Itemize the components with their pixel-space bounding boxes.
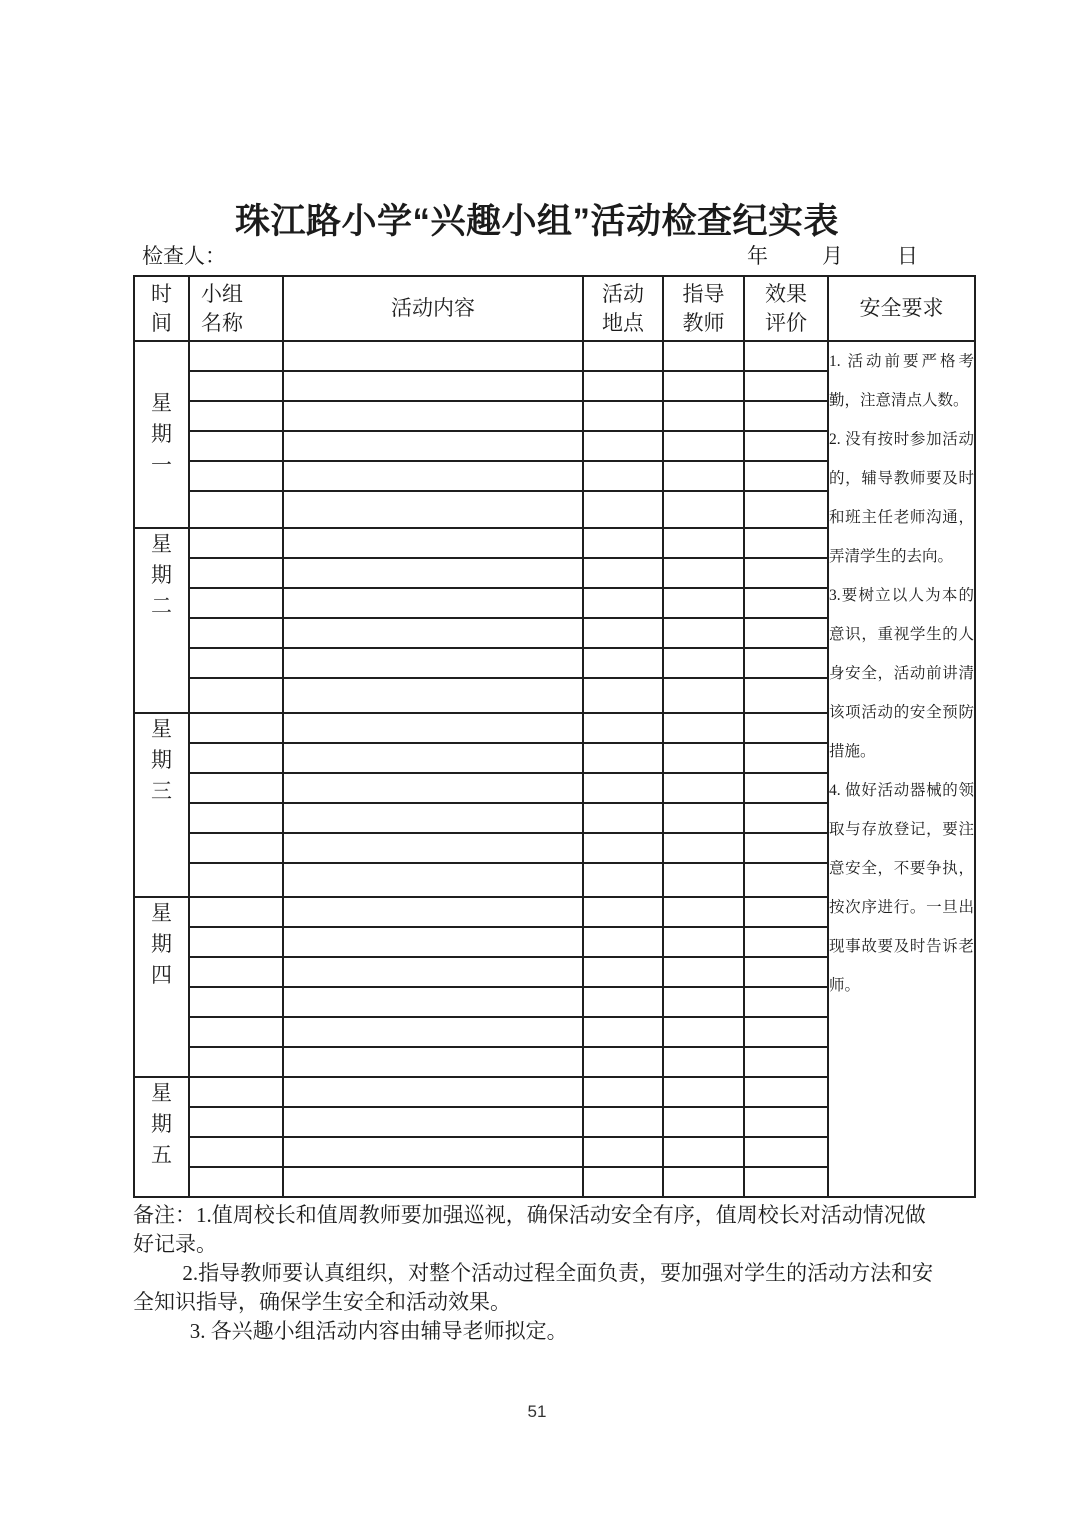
cell-location: [583, 1017, 663, 1047]
cell-evaluation: [744, 957, 828, 987]
cell-content: [283, 1077, 583, 1107]
cell-content: [283, 897, 583, 927]
cell-content: [283, 648, 583, 678]
cell-teacher: [663, 743, 744, 773]
cell-evaluation: [744, 1137, 828, 1167]
cell-group_name: [189, 743, 283, 773]
cell-location: [583, 957, 663, 987]
cell-teacher: [663, 1077, 744, 1107]
cell-group_name: [189, 461, 283, 491]
cell-teacher: [663, 401, 744, 431]
cell-location: [583, 1107, 663, 1137]
safety-requirement-1: 1. 活动前要严格考勤，注意清点人数。: [829, 353, 974, 409]
cell-evaluation: [744, 588, 828, 618]
cell-content: [283, 713, 583, 743]
cell-location: [583, 1167, 663, 1197]
cell-evaluation: [744, 461, 828, 491]
cell-content: [283, 927, 583, 957]
subheader-row: [133, 241, 974, 271]
cell-evaluation: [744, 618, 828, 648]
cell-group_name: [189, 401, 283, 431]
cell-group_name: [189, 1167, 283, 1197]
cell-group_name: [189, 927, 283, 957]
cell-teacher: [663, 431, 744, 461]
day-label-3: 星 期 三: [134, 713, 189, 897]
cell-evaluation: [744, 863, 828, 897]
cell-evaluation: [744, 431, 828, 461]
cell-evaluation: [744, 341, 828, 371]
cell-evaluation: [744, 803, 828, 833]
cell-group_name: [189, 341, 283, 371]
cell-content: [283, 558, 583, 588]
cell-location: [583, 431, 663, 461]
cell-teacher: [663, 1107, 744, 1137]
page-number: 51: [527, 1402, 547, 1421]
cell-location: [583, 803, 663, 833]
cell-teacher: [663, 1017, 744, 1047]
cell-location: [583, 863, 663, 897]
cell-evaluation: [744, 927, 828, 957]
cell-teacher: [663, 803, 744, 833]
column-header-evaluation: 效果 评价: [744, 276, 828, 341]
cell-content: [283, 1017, 583, 1047]
cell-group_name: [189, 431, 283, 461]
cell-group_name: [189, 648, 283, 678]
cell-location: [583, 897, 663, 927]
cell-teacher: [663, 863, 744, 897]
cell-content: [283, 743, 583, 773]
cell-content: [283, 461, 583, 491]
cell-content: [283, 371, 583, 401]
day-label: 日: [897, 244, 918, 268]
cell-location: [583, 773, 663, 803]
cell-group_name: [189, 1017, 283, 1047]
cell-teacher: [663, 773, 744, 803]
notes: [133, 1201, 945, 1346]
cell-content: [283, 491, 583, 528]
cell-group_name: [189, 863, 283, 897]
cell-group_name: [189, 371, 283, 401]
cell-teacher: [663, 341, 744, 371]
cell-teacher: [663, 491, 744, 528]
cell-evaluation: [744, 648, 828, 678]
date-fields: [747, 241, 918, 271]
cell-group_name: [189, 678, 283, 713]
cell-teacher: [663, 648, 744, 678]
cell-group_name: [189, 1107, 283, 1137]
cell-teacher: [663, 1047, 744, 1077]
cell-content: [283, 987, 583, 1017]
cell-location: [583, 987, 663, 1017]
cell-content: [283, 401, 583, 431]
cell-teacher: [663, 897, 744, 927]
cell-location: [583, 341, 663, 371]
cell-teacher: [663, 1137, 744, 1167]
cell-group_name: [189, 528, 283, 558]
cell-location: [583, 833, 663, 863]
cell-content: [283, 528, 583, 558]
safety-requirement-4: 4. 做好活动器械的领取与存放登记，要注意安全，不要争执，按次序进行。一旦出现事故要及时告诉老师。: [829, 782, 974, 994]
cell-group_name: [189, 957, 283, 987]
cell-group_name: [189, 803, 283, 833]
cell-location: [583, 713, 663, 743]
cell-location: [583, 401, 663, 431]
cell-content: [283, 341, 583, 371]
safety-requirements-cell: [828, 341, 975, 1197]
cell-location: [583, 1047, 663, 1077]
cell-teacher: [663, 528, 744, 558]
day-label-2: 星 期 二: [134, 528, 189, 713]
cell-evaluation: [744, 401, 828, 431]
cell-location: [583, 648, 663, 678]
cell-location: [583, 558, 663, 588]
cell-location: [583, 1137, 663, 1167]
cell-content: [283, 1167, 583, 1197]
cell-location: [583, 371, 663, 401]
day-label-5: 星 期 五: [134, 1077, 189, 1197]
column-header-safety: 安全要求: [828, 276, 975, 341]
cell-content: [283, 588, 583, 618]
cell-content: [283, 803, 583, 833]
cell-content: [283, 1107, 583, 1137]
cell-evaluation: [744, 743, 828, 773]
cell-content: [283, 833, 583, 863]
cell-teacher: [663, 678, 744, 713]
table-row: [134, 341, 975, 371]
cell-group_name: [189, 713, 283, 743]
cell-location: [583, 588, 663, 618]
cell-teacher: [663, 558, 744, 588]
cell-group_name: [189, 1047, 283, 1077]
cell-evaluation: [744, 713, 828, 743]
cell-evaluation: [744, 1107, 828, 1137]
cell-teacher: [663, 957, 744, 987]
cell-evaluation: [744, 1017, 828, 1047]
cell-location: [583, 528, 663, 558]
cell-group_name: [189, 897, 283, 927]
page-title: 珠江路小学“兴趣小组”活动检查纪实表: [234, 202, 839, 241]
cell-location: [583, 678, 663, 713]
cell-teacher: [663, 927, 744, 957]
cell-teacher: [663, 461, 744, 491]
cell-group_name: [189, 1077, 283, 1107]
cell-evaluation: [744, 833, 828, 863]
cell-group_name: [189, 618, 283, 648]
cell-evaluation: [744, 1077, 828, 1107]
column-header-location: 活动 地点: [583, 276, 663, 341]
cell-teacher: [663, 588, 744, 618]
cell-evaluation: [744, 1047, 828, 1077]
cell-content: [283, 863, 583, 897]
cell-content: [283, 618, 583, 648]
cell-teacher: [663, 713, 744, 743]
safety-requirement-2: 2. 没有按时参加活动的，辅导教师要及时和班主任老师沟通，弄清学生的去向。: [829, 431, 974, 565]
safety-requirement-3: 3.要树立以人为本的意识，重视学生的人身安全，活动前讲清该项活动的安全预防措施。: [829, 587, 974, 760]
cell-evaluation: [744, 528, 828, 558]
day-label-4: 星 期 四: [134, 897, 189, 1077]
cell-evaluation: [744, 558, 828, 588]
column-header-content: 活动内容: [283, 276, 583, 341]
cell-evaluation: [744, 491, 828, 528]
inspector-label: 检查人：: [142, 244, 226, 268]
cell-location: [583, 491, 663, 528]
cell-teacher: [663, 833, 744, 863]
year-label: 年: [747, 244, 768, 268]
cell-group_name: [189, 987, 283, 1017]
column-header-time: 时 间: [134, 276, 189, 341]
cell-content: [283, 773, 583, 803]
note-2: 2.指导教师要认真组织，对整个活动过程全面负责，要加强对学生的活动方法和安全知识指导，确保学生安全和活动效果。: [133, 1261, 934, 1314]
cell-group_name: [189, 1137, 283, 1167]
cell-evaluation: [744, 1167, 828, 1197]
day-label-1: 星 期 一: [134, 341, 189, 528]
cell-evaluation: [744, 897, 828, 927]
cell-group_name: [189, 491, 283, 528]
cell-group_name: [189, 773, 283, 803]
cell-group_name: [189, 833, 283, 863]
cell-teacher: [663, 371, 744, 401]
cell-teacher: [663, 618, 744, 648]
cell-evaluation: [744, 987, 828, 1017]
cell-location: [583, 461, 663, 491]
note-3: 3. 各兴趣小组活动内容由辅导老师拟定。: [189, 1319, 568, 1343]
cell-group_name: [189, 588, 283, 618]
cell-evaluation: [744, 773, 828, 803]
cell-group_name: [189, 558, 283, 588]
cell-content: [283, 1137, 583, 1167]
cell-content: [283, 678, 583, 713]
cell-location: [583, 743, 663, 773]
cell-location: [583, 927, 663, 957]
month-label: 月: [822, 244, 843, 268]
cell-teacher: [663, 987, 744, 1017]
cell-location: [583, 618, 663, 648]
cell-content: [283, 431, 583, 461]
cell-location: [583, 1077, 663, 1107]
note-1: 备注：1.值周校长和值周教师要加强巡视，确保活动安全有序，值周校长对活动情况做好记录。: [133, 1203, 926, 1256]
column-header-group_name: 小组 名称: [189, 276, 283, 341]
activity-record-table: [133, 275, 976, 1198]
cell-content: [283, 1047, 583, 1077]
cell-evaluation: [744, 371, 828, 401]
cell-evaluation: [744, 678, 828, 713]
cell-content: [283, 957, 583, 987]
cell-teacher: [663, 1167, 744, 1197]
column-header-teacher: 指导 教师: [663, 276, 744, 341]
